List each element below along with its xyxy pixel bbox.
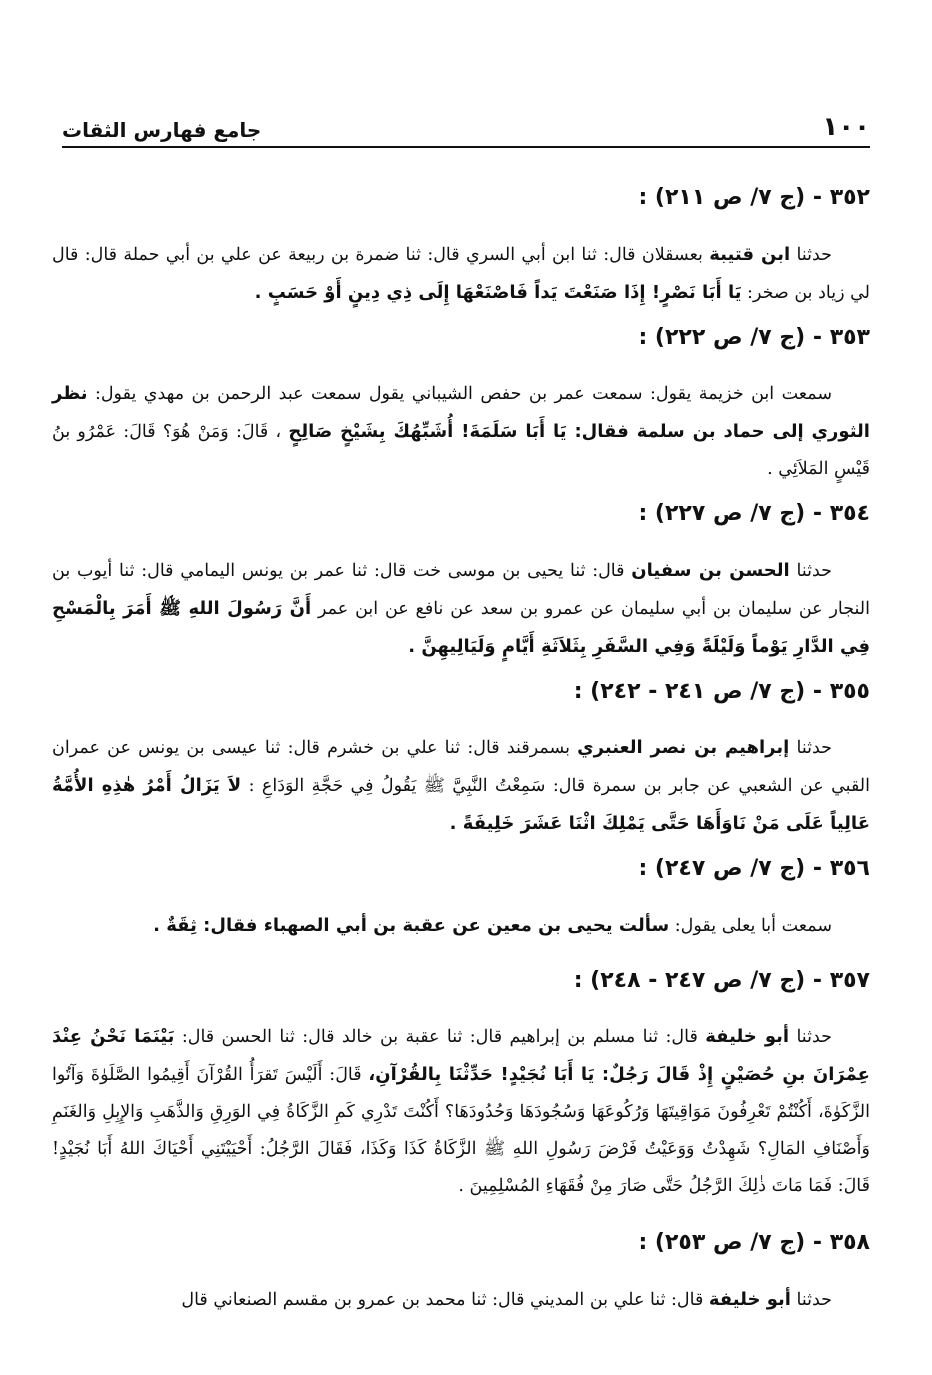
- entry-lead: سمعت ابن خزيمة يقول: سمعت عمر بن حفص الشيباني يقول سمعت عبد الرحمن بن مهدي يقول:: [94, 384, 832, 404]
- entry-lead: حدثنا: [796, 738, 832, 758]
- page-number: ١٠٠: [822, 112, 870, 142]
- running-title: جامع فهارس الثقات: [62, 118, 262, 142]
- entry-352: [52, 178, 870, 312]
- entry-text: [52, 907, 870, 945]
- entry-chain: قال: ثنا علي بن المديني قال: ثنا محمد بن عمرو بن مقسم الصنعاني قال: [181, 1289, 704, 1310]
- entry-chain: بسمرقند قال: ثنا علي بن خشرم قال: ثنا عيسى بن يونس عن عمران القبي عن الشعبي عن جابر بن سمرة قال: سَمِعْتُ النَّبِيَّ ﷺ يَقُولُ فِي حَجَّةِ الوَدَاعِ :: [52, 738, 870, 796]
- page-header: [62, 106, 870, 148]
- entry-354: [52, 494, 870, 666]
- entry-lead: سمعت أبا يعلى يقول:: [674, 915, 832, 936]
- entry-358: [52, 1223, 870, 1319]
- entry-text: [52, 552, 870, 666]
- entry-heading: ٣٥٤ - (ج ٧/ ص ٢٢٧) :: [638, 501, 870, 526]
- spacer: [52, 951, 870, 961]
- narrator-name: أبو خليفة: [705, 1026, 790, 1047]
- entry-lead: حدثنا: [796, 1027, 832, 1047]
- quoted-saying: أَنَّ رَسُولَ اللهِ ﷺ أَمَرَ بِالْمَسْحِ فِي الدَّارِ يَوْماً وَلَيْلَةً وَفِي السَّفَرِ بِثَلاَثَةِ أَيَّامٍ وَلَيَالِيهِنَّ .: [52, 597, 870, 657]
- quoted-saying: سألت يحيى بن معين عن عقبة بن أبي الصهباء فقال: ثِقَةٌ .: [153, 914, 670, 936]
- entry-chain: ، قَالَ: وَمَنْ هُوَ؟ قَالَ: عَمْرُو بنُ قَيْسٍ المَلاَئِي .: [52, 422, 870, 479]
- entry-heading: ٣٥٣ - (ج ٧/ ص ٢٢٢) :: [638, 324, 870, 350]
- entry-357: [52, 961, 870, 1206]
- quoted-saying: نظر الثوري إلى حماد بن سلمة فقال: يَا أَبَا سَلَمَةَ! أُشَبِّهُكَ بِشَيْخٍ صَالِحٍ: [52, 383, 870, 442]
- entry-heading: ٣٥٢ - (ج ٧/ ص ٢١١) :: [638, 185, 870, 210]
- entry-353: [52, 318, 870, 489]
- entry-heading: ٣٥٦ - (ج ٧/ ص ٢٤٧) :: [638, 856, 870, 881]
- entry-chain: بعسقلان قال: ثنا ابن أبي السري قال: ثنا ضمرة بن ربيعة عن علي بن أبي حملة قال: قال لي زياد بن صخر:: [52, 244, 870, 303]
- entry-text: [52, 236, 870, 312]
- entry-text: [52, 1281, 870, 1319]
- narrator-name: الحسن بن سفيان: [631, 559, 790, 581]
- entry-text: [52, 729, 870, 843]
- quoted-saying: لاَ يَزَالُ أَمْرُ هٰذِهِ الأُمَّةُ عَالِياً عَلَى مَنْ نَاوَأَهَا حَتَّى يَمْلِكَ اثْنَا عَشَرَ خَلِيفَةً .: [52, 775, 870, 834]
- entry-heading: ٣٥٥ - (ج ٧/ ص ٢٤١ - ٢٤٢) :: [573, 678, 870, 704]
- narrator-name: إبراهيم بن نصر العنبري: [577, 737, 790, 758]
- narrator-name: ابن قتيبة: [709, 243, 791, 265]
- entry-lead: حدثنا: [796, 1289, 832, 1310]
- entry-lead: حدثنا: [796, 244, 832, 265]
- quoted-saying: بَيْنَمَا نَحْنُ عِنْدَ عِمْرَانَ بنِ حُصَيْنٍ إِذْ قَالَ رَجُلٌ: يَا أَبَا نُجَيْدٍ! حَدِّثْنَا بِالقُرْآنِ،: [52, 1026, 870, 1085]
- entry-chain: قال: ثنا يحيى بن موسى خت قال: ثنا عمر بن يونس اليمامي قال: ثنا أيوب بن النجار عن سليمان بن أبي سليمان عن عمرو بن سعد عن نافع عن ابن عمر: [52, 560, 870, 619]
- spacer: [52, 1211, 870, 1223]
- entry-chain: قال: ثنا مسلم بن إبراهيم قال: ثنا عقبة بن خالد قال: ثنا الحسن قال:: [181, 1027, 698, 1047]
- narrator-name: أبو خليفة: [708, 1288, 791, 1310]
- page-content: [52, 178, 870, 1325]
- entry-heading: ٣٥٧ - (ج ٧/ ص ٢٤٧ - ٢٤٨) :: [573, 967, 870, 993]
- entry-continuation: قَالَ: أَلَيْسَ تَقرَأُ القُرْآنَ أَقِيمُوا الصَّلَوٰةَ وَآتُوا الزَّكَوٰةَ، أَكُنْتُمْ تَعْرِفُونَ مَوَاقِيتَهَا وَرُكُوعَهَا وَسُجُودَهَا وَحُدُودَهَا؟ أَكُنْتَ تَدْرِي كَمِ الزَّكَاةُ فِي الوَرِقِ وَالذَّهَبِ وَالإِبِلِ وَالغَنَمِ وَأَصْنَافِ المَالِ؟ شَهِدْتُ وَوَعَيْتُ فَرْضَ رَسُولِ اللهِ ﷺ الزَّكَاةُ كَذَا وَكَذَا، فَقَالَ الرَّجُلُ: أَحْيَيْتَنِي أَحْيَاكَ اللهُ أَبَا نُجَيْدٍ! قَالَ: فَمَا مَاتَ ذٰلِكَ الرَّجُلُ حَتَّى صَارَ مِنْ فُقَهَاءِ المُسْلِمِينَ .: [52, 1065, 870, 1196]
- entry-text: [52, 375, 870, 488]
- entry-text: [52, 1018, 870, 1205]
- quoted-saying: يَا أَبَا نَصْرٍ! إِذَا صَنَعْتَ يَداً فَاصْنَعْهَا إِلَى ذِي دِينٍ أَوْ حَسَبٍ .: [254, 281, 742, 303]
- entry-heading: ٣٥٨ - (ج ٧/ ص ٢٥٣) :: [638, 1230, 870, 1255]
- entry-lead: حدثنا: [796, 560, 832, 581]
- entry-356: [52, 849, 870, 945]
- entry-355: [52, 672, 870, 844]
